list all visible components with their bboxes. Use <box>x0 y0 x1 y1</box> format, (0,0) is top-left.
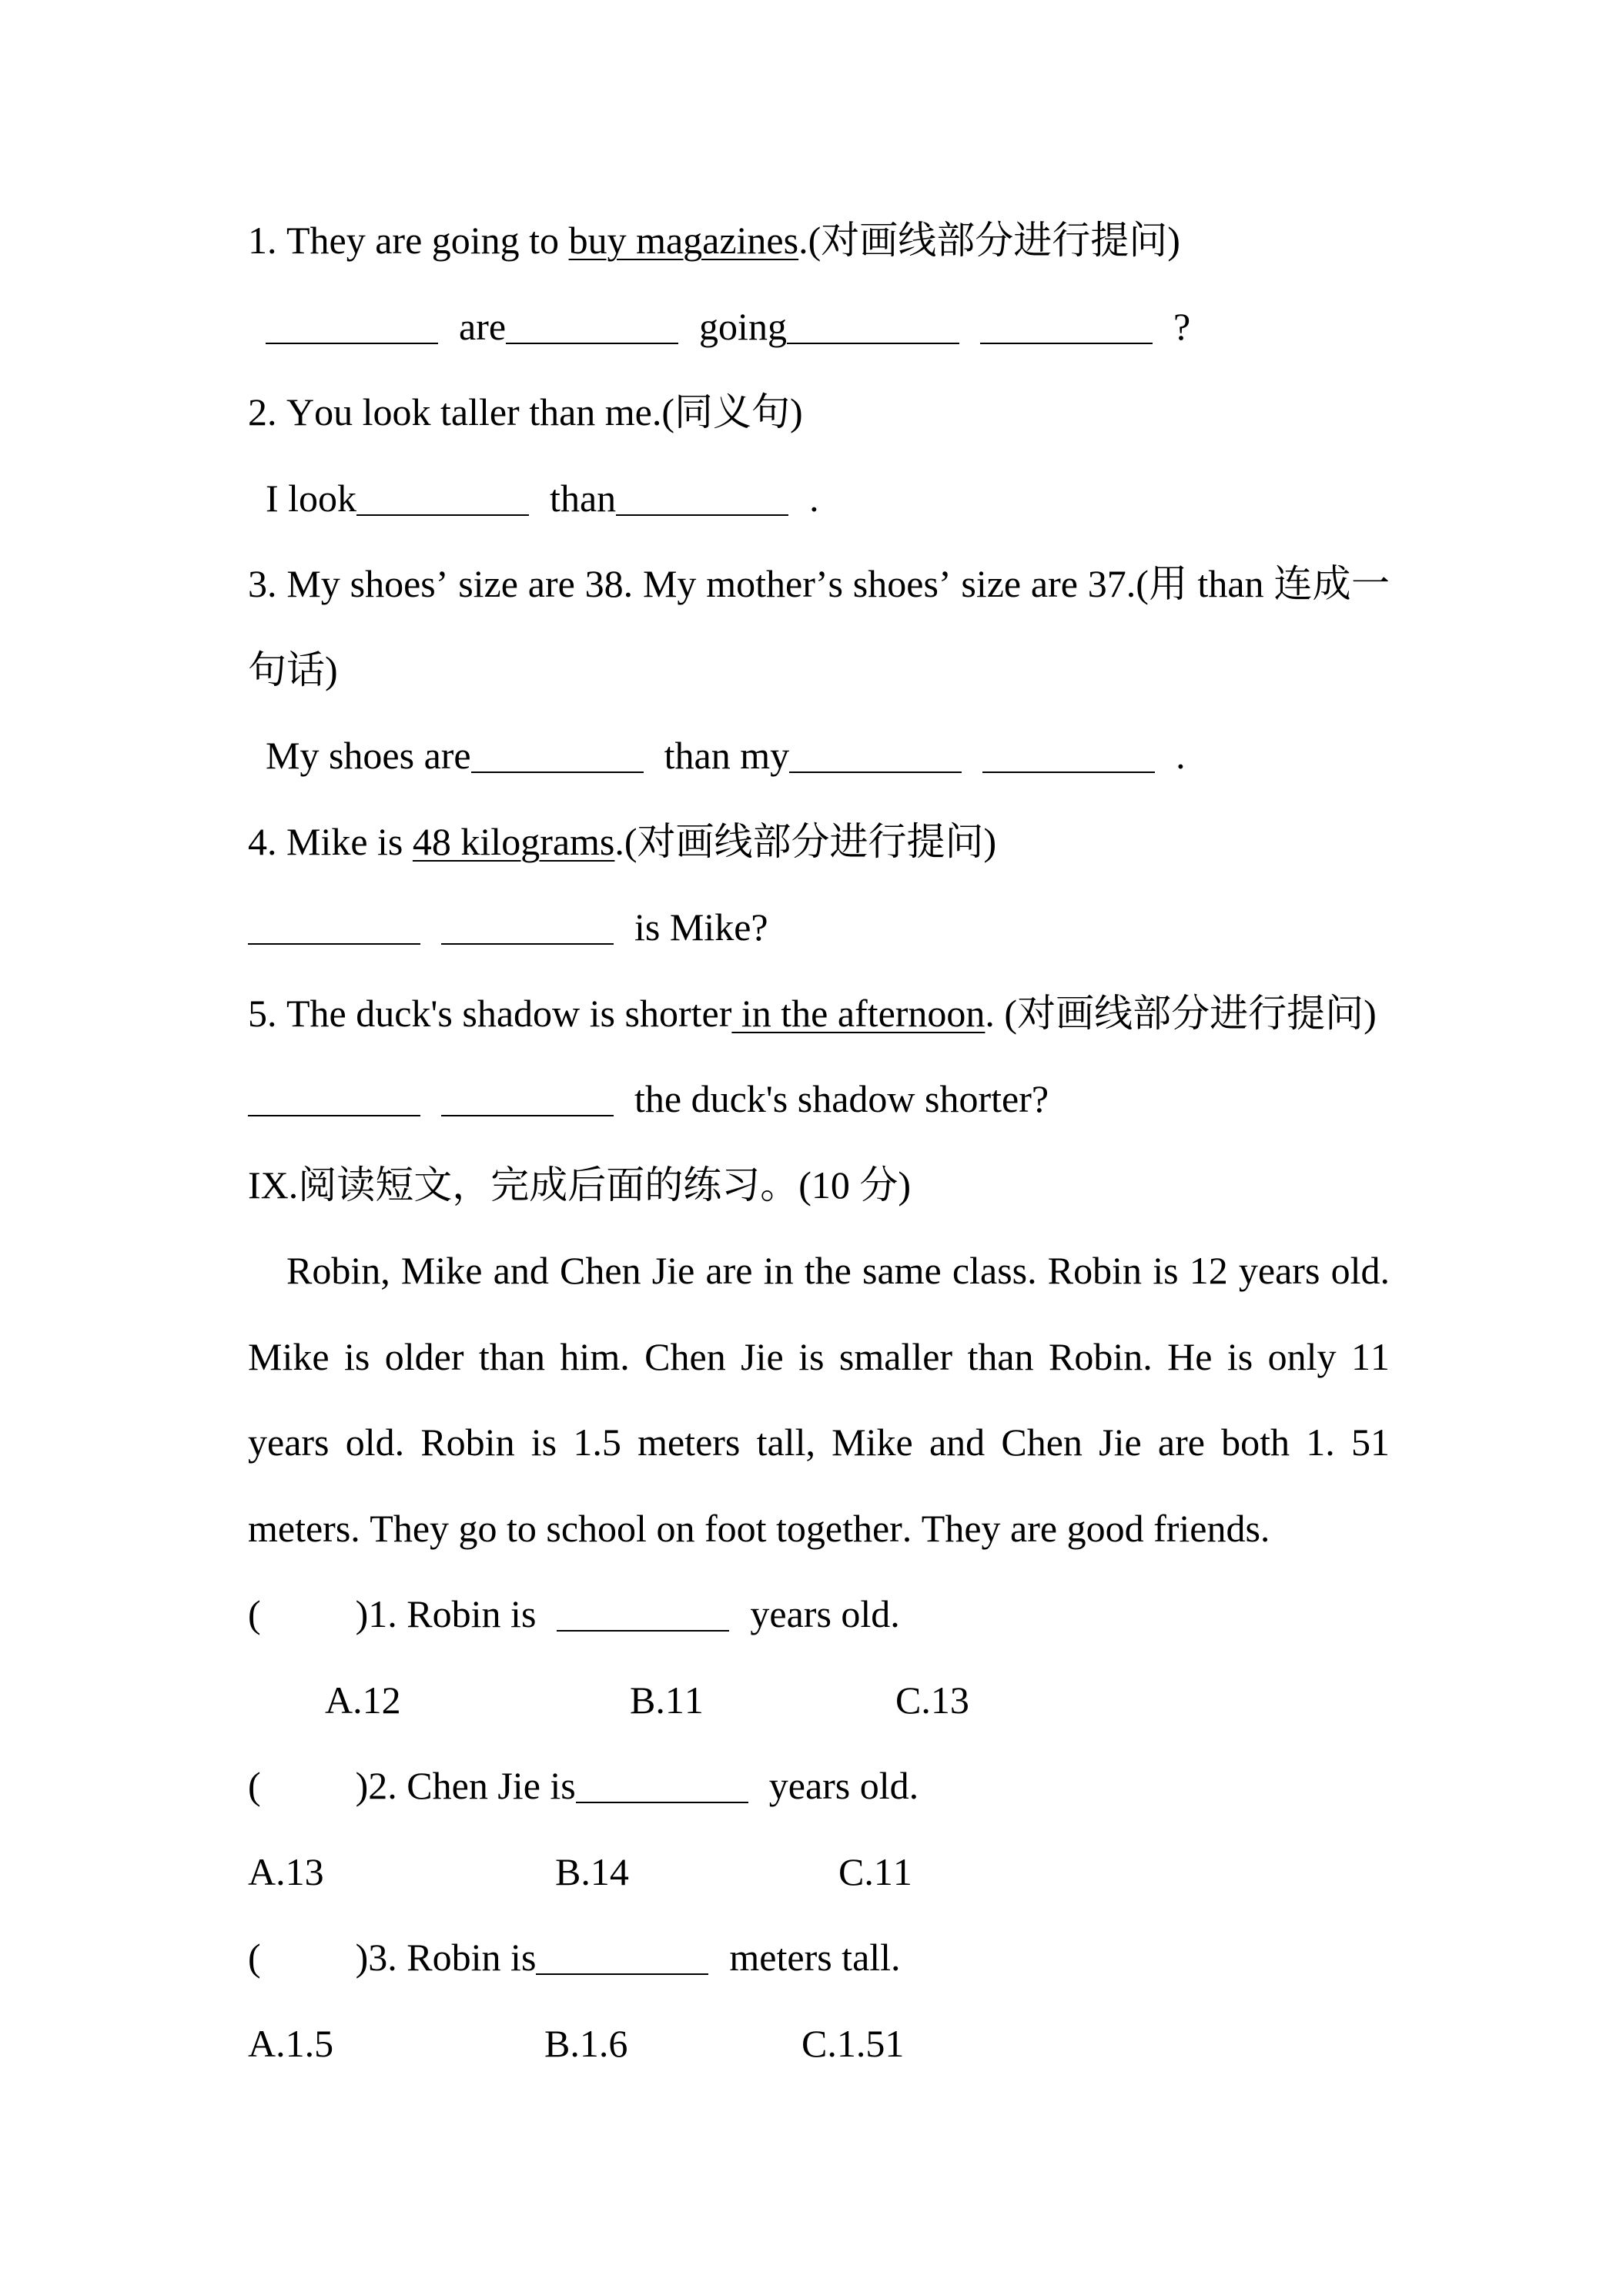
answer-bracket-open: ( <box>248 1936 261 1979</box>
answer-end-punctuation: . <box>809 476 819 520</box>
instruction-text: .(对画线部分进行提问) <box>798 219 1180 262</box>
option-b: B.1.6 <box>544 2021 628 2065</box>
question-stem: )1. Robin is <box>355 1592 537 1635</box>
reading-q3-stem <box>248 1915 1390 2001</box>
rewrite-q1-prompt <box>248 198 1390 284</box>
answer-blank <box>980 343 1153 344</box>
option-c: C.11 <box>838 1849 912 1893</box>
prompt-text: 1. They are going to <box>248 219 569 262</box>
underlined-text: buy magazines <box>568 219 799 262</box>
answer-blank <box>356 514 529 516</box>
answer-blank <box>557 1630 729 1632</box>
answer-word: than <box>550 476 617 520</box>
answer-start-text: My shoes are <box>266 734 471 777</box>
underlined-text: in the afternoon <box>731 991 986 1035</box>
underlined-text: 48 kilograms <box>412 819 615 863</box>
prompt-text: 2. You look taller than me.(同义句) <box>248 390 803 433</box>
answer-word: than my <box>664 734 790 777</box>
answer-end-punctuation: . <box>1176 734 1186 777</box>
option-a: A.1.5 <box>248 2021 334 2065</box>
answer-blank <box>441 943 614 945</box>
option-c: C.1.51 <box>801 2021 905 2065</box>
answer-end-text: is Mike? <box>634 905 768 949</box>
answer-end-punctuation: ? <box>1173 304 1191 348</box>
answer-end-text: the duck's shadow shorter? <box>634 1077 1049 1120</box>
option-b: B.11 <box>630 1678 704 1722</box>
answer-blank <box>441 1115 614 1116</box>
answer-word: going <box>699 304 787 348</box>
rewrite-q4-prompt <box>248 799 1390 885</box>
exam-content <box>248 198 1390 2087</box>
answer-blank <box>789 771 962 773</box>
prompt-text: 句话) <box>248 648 338 691</box>
answer-blank <box>266 343 438 344</box>
reading-q2-stem <box>248 1743 1390 1829</box>
reading-q2-options <box>248 1829 1390 1916</box>
answer-blank <box>248 1115 420 1116</box>
prompt-text: 4. Mike is <box>248 819 413 863</box>
answer-blank <box>506 343 678 344</box>
rewrite-q5-answer-line <box>248 1056 1390 1143</box>
rewrite-q3-answer-line <box>248 713 1390 799</box>
option-a: A.13 <box>248 1849 324 1893</box>
rewrite-q1-answer-line <box>248 284 1390 370</box>
answer-blank <box>787 343 959 344</box>
reading-q1-stem <box>248 1571 1390 1658</box>
reading-passage: Robin, Mike and Chen Jie are in the same class. Robin is 12 years old. Mike is older than him. Chen Jie is smaller than Robin. He is only 11 years old. Robin is 1.5 meters tall, Mike and Chen Jie are both 1. 51 meters. They go to school on foot together. They are good friends. <box>248 1249 1390 1550</box>
answer-blank <box>982 771 1155 773</box>
reading-q3-options <box>248 2001 1390 2087</box>
option-c: C.13 <box>895 1678 969 1722</box>
section-heading-text: IX.阅读短文，完成后面的练习。(10 分) <box>248 1163 912 1207</box>
instruction-text: . (对画线部分进行提问) <box>985 991 1377 1035</box>
rewrite-q5-prompt <box>248 971 1390 1057</box>
instruction-text: .(对画线部分进行提问) <box>614 819 997 863</box>
prompt-text: 3. My shoes’ size are 38. My mother’s shoes’ size are 37.(用 than 连成一 <box>248 562 1390 605</box>
rewrite-q2-prompt <box>248 370 1390 456</box>
prompt-text: 5. The duck's shadow is shorter <box>248 991 732 1035</box>
answer-blank <box>536 1973 708 1975</box>
option-a: A.12 <box>325 1678 401 1722</box>
option-b: B.14 <box>555 1849 629 1893</box>
question-stem: )2. Chen Jie is <box>355 1764 576 1807</box>
answer-blank <box>471 771 644 773</box>
answer-start-text: I look <box>266 476 357 520</box>
rewrite-q2-answer-line <box>248 456 1390 542</box>
answer-word: are <box>459 304 507 348</box>
question-stem-end: meters tall. <box>729 1936 901 1979</box>
rewrite-q3-prompt-line-1 <box>248 541 1390 628</box>
answer-bracket-open: ( <box>248 1592 261 1635</box>
answer-blank <box>616 514 788 516</box>
question-stem-end: years old. <box>768 1764 919 1807</box>
question-stem: )3. Robin is <box>355 1936 537 1979</box>
section-heading <box>248 1143 1390 1229</box>
rewrite-q4-answer-line <box>248 885 1390 971</box>
answer-blank <box>576 1802 748 1803</box>
rewrite-q3-prompt-line-2 <box>248 628 1390 714</box>
reading-q1-options <box>248 1658 1390 1744</box>
answer-bracket-open: ( <box>248 1764 261 1807</box>
question-stem-end: years old. <box>750 1592 900 1635</box>
answer-blank <box>248 943 420 945</box>
